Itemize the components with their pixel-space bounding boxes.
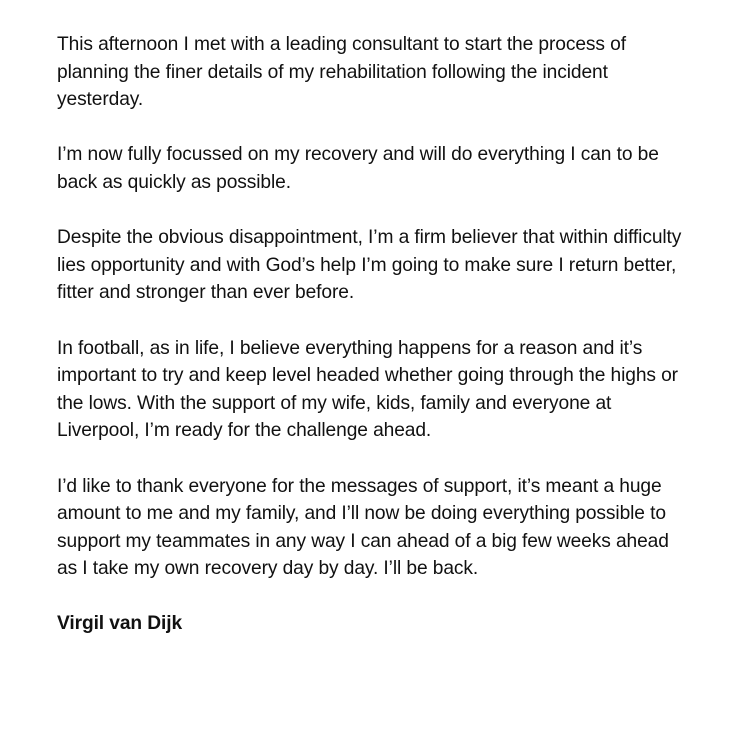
statement-paragraph-3: Despite the obvious disappointment, I’m a firm believer that within difficulty lies opportunity and with God’s help I’m going to make sure I return better, fitter and stronger than ever before.	[57, 227, 682, 304]
statement-paragraph-4: In football, as in life, I believe everything happens for a reason and it’s important to try and keep level headed whether going through the highs or the lows. With the support of my wife, kids, family and everyone at Liverpool, I’m ready for the challenge ahead.	[57, 337, 678, 442]
statement-paragraph-5: I’d like to thank everyone for the messages of support, it’s meant a huge amount to me and my family, and I’ll now be doing everything possible to support my teammates in any way I can ahead of a big few weeks ahead as I take my own recovery day by day. I’ll be back.	[57, 475, 669, 580]
statement-paragraph-2: I’m now fully focussed on my recovery and will do everything I can to be back as quickly as possible.	[57, 144, 659, 193]
statement	[57, 31, 687, 638]
signature: Virgil van Dijk	[57, 613, 183, 635]
statement-paragraph-1: This afternoon I met with a leading consultant to start the process of planning the finer details of my rehabilitation following the incident yesterday.	[57, 34, 626, 111]
